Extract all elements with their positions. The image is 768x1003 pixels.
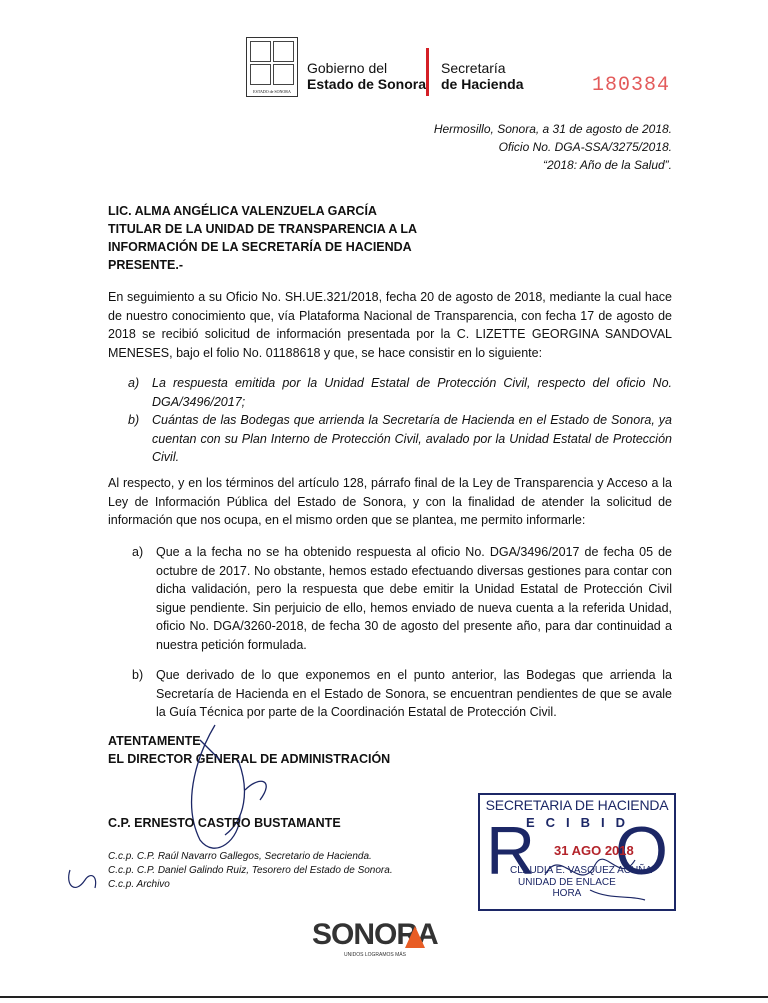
secretariat-name xyxy=(441,60,523,92)
answer-list xyxy=(132,543,672,722)
gov-line2: Estado de Sonora xyxy=(307,76,427,92)
stamp-hour-line: HORA xyxy=(552,888,582,899)
list-item xyxy=(132,666,672,722)
logo-accent-icon xyxy=(405,926,425,948)
item-text: Cuántas de las Bodegas que arrienda la Secretaría de Hacienda en el Estado de Sonora, ya cuentan con su Plan Interno de Protección Civil, avalado por la Unidad Estatal de Protección Civil. xyxy=(152,413,672,464)
reference-oficio: Oficio No. DGA-SSA/3275/2018. xyxy=(498,140,672,154)
list-item xyxy=(128,374,672,411)
crest-quadrant xyxy=(273,64,294,85)
handwritten-signature xyxy=(160,720,310,860)
gov-line1: Gobierno del xyxy=(307,60,388,76)
crest-quadrant xyxy=(250,41,271,62)
cc-line: C.c.p. Archivo xyxy=(108,879,170,890)
header-divider xyxy=(426,48,429,96)
secr-line2: de Hacienda xyxy=(441,76,524,92)
list-item xyxy=(132,543,672,654)
item-letter: a) xyxy=(132,545,144,559)
sonora-brand: SONORA xyxy=(312,918,438,951)
bottom-divider xyxy=(0,996,768,998)
item-text: La respuesta emitida por la Unidad Estatal de Protección Civil, respecto del oficio No. DGA/3496/2017; xyxy=(152,376,672,409)
stamp-recibido: ECIBID xyxy=(526,815,637,830)
addressee-title2: INFORMACIÓN DE LA SECRETARÍA DE HACIENDA xyxy=(108,240,412,254)
item-letter: a) xyxy=(128,376,140,390)
stamp-name: CLAUDIA E. VASQUEZ ACUÑA xyxy=(510,865,653,876)
request-list xyxy=(128,374,672,467)
crest-label: ESTADO de SONORA xyxy=(253,89,291,94)
received-stamp xyxy=(478,793,676,911)
crest-quadrant xyxy=(250,64,271,85)
folio-number: 180384 xyxy=(592,74,671,97)
reference-block xyxy=(312,120,672,174)
stamp-unit-line: UNIDAD DE ENLACE xyxy=(518,877,616,888)
signer-title: EL DIRECTOR GENERAL DE ADMINISTRACIÓN xyxy=(108,752,391,766)
paragraph-response: Al respecto, y en los términos del artículo 128, párrafo final de la Ley de Transparencia y Acceso a la Ley de Información Pública del Estado de Sonora, y con la finalidad de atender la solicitud de información que nos ocupa, en el mismo orden que se plantea, me permito informarle: xyxy=(108,476,672,527)
government-name xyxy=(307,60,426,92)
stamp-handwriting xyxy=(540,835,650,905)
secr-line1: Secretaría xyxy=(441,60,506,76)
reference-motto: “2018: Año de la Salud”. xyxy=(543,158,672,172)
cc-line: C.c.p. C.P. Raúl Navarro Gallegos, Secretario de Hacienda. xyxy=(108,851,372,862)
addressee-title1: TITULAR DE LA UNIDAD DE TRANSPARENCIA A LA xyxy=(108,222,418,236)
list-item xyxy=(128,411,672,467)
cc-line: C.c.p. C.P. Daniel Galindo Ruiz, Tesorero del Estado de Sonora. xyxy=(108,865,393,876)
item-text: Que a la fecha no se ha obtenido respuesta al oficio No. DGA/3496/2017 de fecha 05 de octubre de 2017. No obstante, hemos estado efectuando diversas gestiones para contar con dicha validación, pero la respuesta que debe emitir la Unidad Estatal de Protección Civil sigue pendiente. Sin perjuicio de ello, hemos enviado de nueva cuenta a la referida Unidad, oficio No. DGA/3260-2018, de fecha 30 de agosto del presente año, para dar continuidad a nuestra petición formulada. xyxy=(156,545,672,652)
item-letter: b) xyxy=(132,668,144,682)
state-crest-logo xyxy=(246,37,298,97)
addressee-presente: PRESENTE.- xyxy=(108,258,184,272)
cc-list xyxy=(108,850,393,892)
sonora-tagline: UNIDOS LOGRAMOS MÁS xyxy=(344,952,406,958)
stamp-title: SECRETARIA DE HACIENDA xyxy=(485,797,669,813)
handwritten-initials xyxy=(60,860,110,900)
paragraph-intro: En seguimiento a su Oficio No. SH.UE.321/2018, fecha 20 de agosto de 2018, mediante la cual hace de nuestro conocimiento que, vía Plataforma Nacional de Transparencia, con fecha 17 de agosto de 2018 se recibió solicitud de información presentada por la C. LIZETTE GEORGINA SANDOVAL MENESES, bajo el folio No. 01188618 y que, se hace consistir en lo siguiente: xyxy=(108,290,672,360)
addressee-name: LIC. ALMA ANGÉLICA VALENZUELA GARCÍA xyxy=(108,204,377,218)
reference-date: Hermosillo, Sonora, a 31 de agosto de 2018. xyxy=(433,122,672,136)
closing: ATENTAMENTE xyxy=(108,734,201,748)
signer-name: C.P. ERNESTO CASTRO BUSTAMANTE xyxy=(108,816,341,830)
stamp-date: 31 AGO 2018 xyxy=(554,843,634,858)
crest-quadrant xyxy=(273,41,294,62)
stamp-letter-r: R xyxy=(486,813,536,889)
addressee-block xyxy=(108,202,417,274)
stamp-letter-o: O xyxy=(615,813,668,889)
item-text: Que derivado de lo que exponemos en el punto anterior, las Bodegas que arrienda la Secretaría de Hacienda en el Estado de Sonora, se encuentran pendientes de que se avale la Guía Técnica por parte de la Coordinación Estatal de Protección Civil. xyxy=(156,668,672,719)
item-letter: b) xyxy=(128,413,140,427)
